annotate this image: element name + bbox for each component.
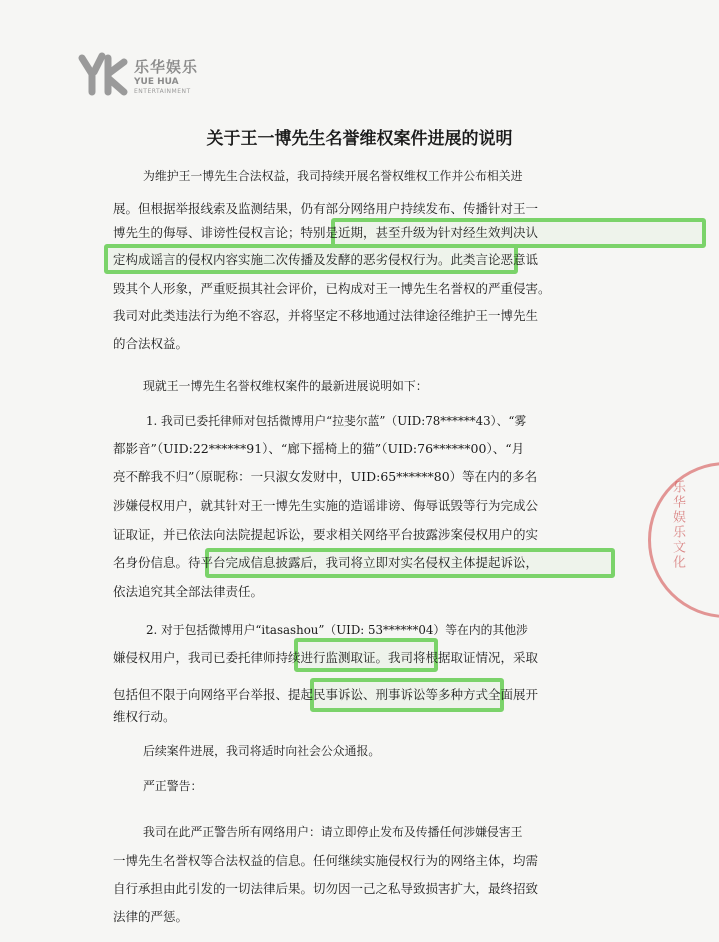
text-line: 依法追究其全部法律责任。 (113, 584, 264, 599)
text-line: 嫌侵权用户，我司已委托律师持续进行监测取证。我司将根据取证情况，采取 (113, 650, 539, 665)
logo-english-sub: ENTERTAINMENT (134, 88, 191, 95)
yuehua-logo-icon (78, 52, 130, 98)
text-line: 后续案件进展，我司将适时向社会公众通报。 (143, 744, 381, 758)
text-line: 展。但根据举报线索及监测结果，仍有部分网络用户持续发布、传播针对王一 (113, 201, 539, 216)
text-line: 定构成谣言的侵权内容实施二次传播及发酵的恶劣侵权行为。此类言论恶意诋 (113, 252, 539, 267)
text-line: 自行承担由此引发的一切法律后果。切勿因一己之私导致损害扩大，最终招致 (113, 881, 539, 896)
text-line: 2. 对于包括微博用户“itasashou”（UID: 53******04）等在内的其他涉 (146, 623, 528, 637)
text-line: 涉嫌侵权用户，就其针对王一博先生实施的造谣诽谤、侮辱诋毁等行为完成公 (113, 498, 539, 513)
text-line: 现就王一博先生名誉权维权案件的最新进展说明如下： (143, 379, 428, 393)
text-line: 毁其个人形象，严重贬损其社会评价，已构成对王一博先生名誉权的严重侵害。 (113, 281, 551, 296)
text-line: 法律的严惩。 (113, 909, 189, 924)
text-line: 我司对此类违法行为绝不容忍，并将坚定不移地通过法律途径维护王一博先生 (113, 308, 539, 323)
seal-text: 乐华娱乐文化 (670, 480, 685, 570)
text-line: 维权行动。 (113, 709, 176, 724)
text-line: 我司在此严正警告所有网络用户：请立即停止发布及传播任何涉嫌侵害王 (143, 825, 523, 839)
text-line: 亮不醉我不归”（原昵称：一只淑女发财中，UID:65******80）等在内的多名 (113, 469, 538, 484)
text-line: 包括但不限于向网络平台举报、提起民事诉讼、刑事诉讼等多种方式全面展开 (113, 687, 539, 702)
section-heading: 严正警告： (143, 779, 203, 793)
text-line: 证取证，并已依法向法院提起诉讼，要求相关网络平台披露涉案侵权用户的实 (113, 527, 539, 542)
text-line: 1. 我司已委托律师对包括微博用户“拉斐尔蓝”（UID:78******43）、“雾 (146, 414, 527, 428)
logo-english-name: YUE HUA (134, 77, 179, 87)
company-logo (78, 52, 218, 102)
text-line: 博先生的侮辱、诽谤性侵权言论；特别是近期，甚至升级为针对经生效判决认 (113, 225, 539, 240)
text-line: 都影音”（UID:22******91）、“廊下摇椅上的猫”（UID:76******00）、“月 (113, 441, 525, 456)
text-line: 名身份信息。待平台完成信息披露后，我司将立即对实名侵权主体提起诉讼， (113, 555, 539, 570)
text-line: 一博先生名誉权等合法权益的信息。任何继续实施侵权行为的网络主体，均需 (113, 853, 539, 868)
document-title: 关于王一博先生名誉维权案件进展的说明 (206, 129, 513, 149)
text-line: 的合法权益。 (113, 336, 189, 351)
logo-chinese-name: 乐华娱乐 (134, 58, 199, 76)
text-line: 为维护王一博先生合法权益，我司持续开展名誉权维权工作并公布相关进 (143, 169, 523, 183)
